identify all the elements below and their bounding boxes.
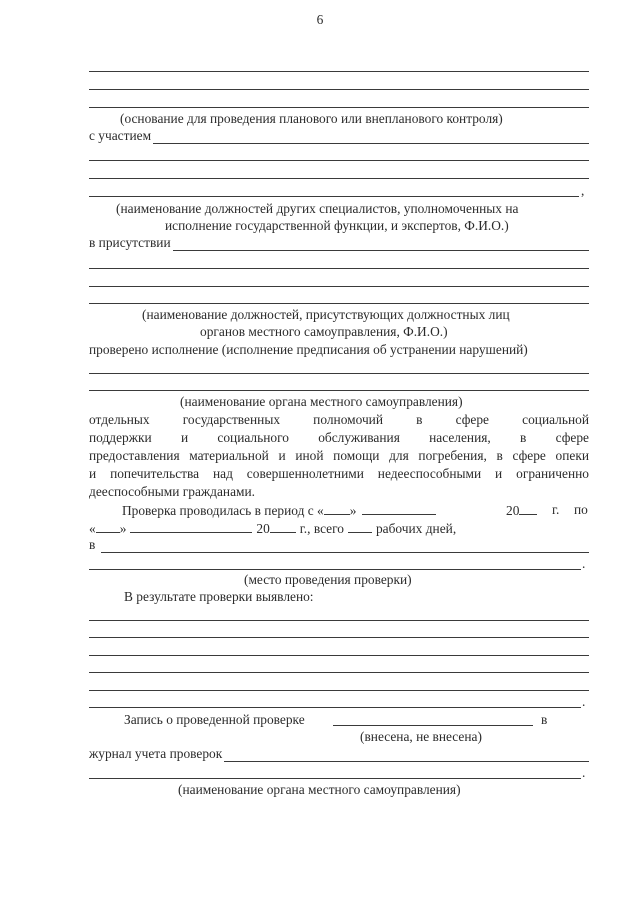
blank-line [89,655,589,656]
record-in: в [541,712,548,727]
journal-label: журнал учета проверок [89,746,223,761]
body-line: поддержки и социального обслуживания населения, в сфере [89,430,589,445]
period-line-2 [89,520,456,537]
presence-label: в присутствии [89,235,171,250]
comma: , [581,183,585,198]
blank-line [89,107,589,108]
blank-line [89,390,589,391]
blank-line [89,707,581,708]
record-caption: (внесена, не внесена) [360,729,482,744]
blank-line [89,71,589,72]
period-year2-prefix: 20 [256,521,270,536]
blank-line [89,286,589,287]
period-year-suffix: г. [552,502,560,517]
result-label: В результате проверки выявлено: [124,589,314,604]
place-field [89,537,589,553]
blank-line [89,196,579,197]
caption-body: (наименование органа местного самоуправления) [180,394,463,409]
body-line: предоставления материальной и иной помощи для погребения, в сфере опеки [89,448,589,463]
period-month-start[interactable] [362,502,436,515]
record-end-dot: . [582,765,586,780]
period-tail: г., всего [299,521,344,536]
blank-line [89,620,589,621]
blank-line [89,178,589,179]
period-day-start[interactable] [324,502,350,515]
period-open-quote: « [89,521,96,536]
caption-specialists-1: (наименование должностей других специалистов, уполномоченных на [116,201,519,216]
place-line[interactable] [101,540,589,553]
period-day-end[interactable] [96,520,120,533]
blank-line [89,268,589,269]
participation-field [89,128,589,144]
place-label: в [89,537,96,552]
period-end-dot: . [582,556,586,571]
period-year-end-blank[interactable] [270,520,296,533]
page-number: 6 [316,12,324,27]
blank-line [89,569,581,570]
blank-line [89,160,589,161]
caption-specialists-2: исполнение государственной функции, и экспертов, Ф.И.О.) [165,218,509,233]
caption-basis: (основание для проведения планового или внепланового контроля) [120,111,503,126]
result-end-dot: . [582,694,586,709]
period-to: по [574,502,588,517]
blank-line [89,672,589,673]
period-month-end[interactable] [130,520,252,533]
blank-line [89,637,589,638]
caption-officials-2: органов местного самоуправления, Ф.И.О.) [200,324,448,339]
blank-line [89,778,581,779]
caption-officials-1: (наименование должностей, присутствующих должностных лиц [142,307,510,322]
checked-line: проверено исполнение (исполнение предписания об устранении нарушений) [89,342,528,357]
period-year-prefix: 20 [506,503,520,518]
blank-line [89,690,589,691]
participation-label: с участием [89,128,152,143]
blank-line [89,303,589,304]
period-close-quote: » [119,521,127,536]
work-days-blank[interactable] [348,520,372,533]
body-line: отдельных государственных полномочий в сфере социальной [89,412,589,427]
journal-line[interactable] [224,749,589,762]
presence-line[interactable] [173,238,589,251]
body-line: и попечительства над совершеннолетними недееспособными и ограниченно [89,466,589,481]
period-year-start [506,502,537,519]
period-year-start-blank[interactable] [519,502,537,515]
period-quote-close: » [349,503,357,518]
body-last: дееспособными гражданами. [89,484,256,499]
period-prefix: Проверка проводилась в период с « [122,503,324,518]
caption-place: (место проведения проверки) [244,572,412,587]
caption-org: (наименование органа местного самоуправления) [178,782,461,797]
record-label: Запись о проведенной проверке [124,712,305,727]
period-days: рабочих дней, [375,521,457,536]
blank-line [89,89,589,90]
period-line-1 [122,502,436,519]
journal-field [89,746,589,762]
presence-field [89,235,589,251]
participation-line[interactable] [153,131,589,144]
blank-line [89,373,589,374]
record-status-line[interactable] [333,725,533,726]
